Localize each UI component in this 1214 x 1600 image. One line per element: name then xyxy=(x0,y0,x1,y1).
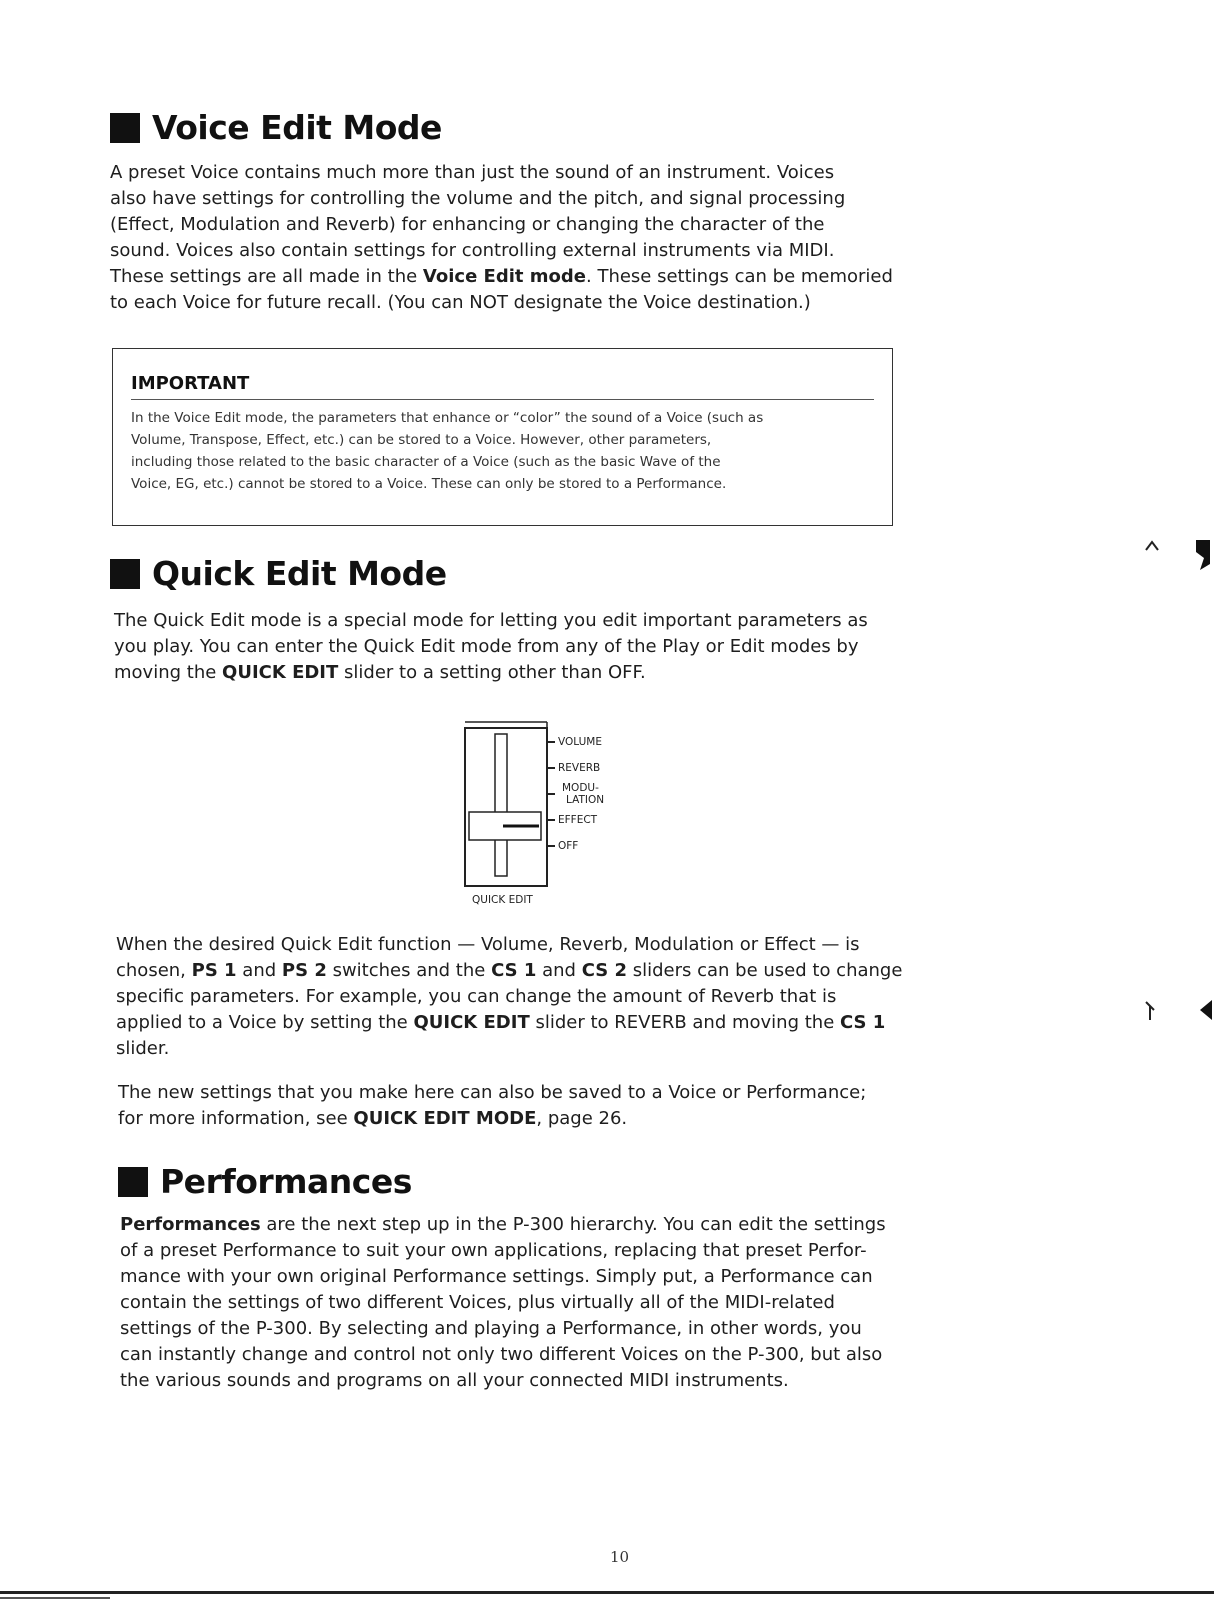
text-run: moving the xyxy=(114,662,223,683)
text-run: for more information, see xyxy=(118,1108,354,1129)
text-line xyxy=(116,958,902,984)
slider-label-reverb: REVERB xyxy=(558,762,601,774)
margin-mark-lower xyxy=(1140,996,1214,1026)
text-run: settings of the P-300. By selecting and playing a Performance, in other words, you xyxy=(120,1318,862,1339)
important-title: IMPORTANT xyxy=(131,373,250,394)
slider-label-modulation-2: LATION xyxy=(566,794,605,806)
important-line: In the Voice Edit mode, the parameters that enhance or “color” the sound of a Voice (such as xyxy=(131,410,764,426)
text-line xyxy=(110,160,893,186)
text-run: sliders can be used to change xyxy=(627,960,903,981)
bold-term: PS 2 xyxy=(281,960,327,981)
bold-term: Performances xyxy=(120,1214,261,1235)
text-line xyxy=(120,1316,886,1342)
important-body xyxy=(131,407,763,495)
text-line xyxy=(120,1290,886,1316)
text-line xyxy=(120,1264,886,1290)
text-run: of a preset Performance to suit your own applications, replacing that preset Perfor- xyxy=(120,1240,867,1261)
text-run: and xyxy=(536,960,582,981)
important-rule xyxy=(131,399,874,400)
performances-paragraph xyxy=(120,1212,886,1394)
important-line: including those related to the basic character of a Voice (such as the basic Wave of the xyxy=(131,454,721,470)
text-run: , page 26. xyxy=(536,1108,628,1129)
text-line xyxy=(110,212,893,238)
page-number: 10 xyxy=(610,1548,630,1566)
important-line: Voice, EG, etc.) cannot be stored to a Voice. These can only be stored to a Performance. xyxy=(131,476,727,492)
bold-term: QUICK EDIT xyxy=(222,662,339,683)
text-run: applied to a Voice by setting the xyxy=(116,1012,414,1033)
slider-label-effect: EFFECT xyxy=(558,814,598,826)
bold-term: CS 2 xyxy=(581,960,627,981)
text-run: When the desired Quick Edit function — Volume, Reverb, Modulation or Effect — is xyxy=(116,934,860,955)
slider-label-off: OFF xyxy=(558,840,579,852)
quick-edit-heading xyxy=(110,554,447,593)
figure-caption: QUICK EDIT xyxy=(472,894,533,906)
text-run: you play. You can enter the Quick Edit mode from any of the Play or Edit modes by xyxy=(114,636,859,657)
text-line xyxy=(116,1036,902,1062)
bold-term: PS 1 xyxy=(191,960,237,981)
text-run: The Quick Edit mode is a special mode for letting you edit important parameters as xyxy=(114,610,868,631)
slider-track xyxy=(495,734,507,876)
text-line xyxy=(110,290,893,316)
text-line xyxy=(116,932,902,958)
text-run: slider to a setting other than OFF. xyxy=(338,662,646,683)
text-line xyxy=(118,1080,866,1106)
text-run: A preset Voice contains much more than just the sound of an instrument. Voices xyxy=(110,162,835,183)
bold-term: CS 1 xyxy=(840,1012,886,1033)
slider-label-modulation-1: MODU- xyxy=(562,782,599,794)
bold-term: QUICK EDIT xyxy=(413,1012,530,1033)
text-run: slider. xyxy=(116,1038,170,1059)
text-run: . These settings can be memoried xyxy=(586,266,893,287)
text-run: slider to REVERB and moving the xyxy=(529,1012,840,1033)
voice-edit-paragraph xyxy=(110,160,893,316)
slider-label-volume: VOLUME xyxy=(558,736,602,748)
text-run: chosen, xyxy=(116,960,192,981)
text-line xyxy=(114,634,868,660)
bold-term: CS 1 xyxy=(491,960,537,981)
text-run: can instantly change and control not only two different Voices on the P-300, but also xyxy=(120,1344,883,1365)
text-line xyxy=(120,1238,886,1264)
text-line xyxy=(116,1010,902,1036)
performances-heading-text: Performances xyxy=(160,1162,412,1201)
bottom-rule-secondary xyxy=(0,1597,110,1599)
text-line xyxy=(120,1212,886,1238)
quick-edit-paragraph-3 xyxy=(118,1080,866,1132)
text-run: the various sounds and programs on all your connected MIDI instruments. xyxy=(120,1370,789,1391)
text-line xyxy=(110,264,893,290)
text-run: The new settings that you make here can also be saved to a Voice or Performance; xyxy=(118,1082,867,1103)
text-run: switches and the xyxy=(326,960,492,981)
text-line xyxy=(118,1106,866,1132)
text-line xyxy=(114,608,868,634)
text-run: (Effect, Modulation and Reverb) for enhancing or changing the character of the xyxy=(110,214,825,235)
text-run: mance with your own original Performance settings. Simply put, a Performance can xyxy=(120,1266,873,1287)
text-line xyxy=(120,1368,886,1394)
voice-edit-heading-text: Voice Edit Mode xyxy=(152,108,442,147)
text-line xyxy=(110,186,893,212)
margin-mark-upper xyxy=(1140,536,1214,572)
important-line: Volume, Transpose, Effect, etc.) can be stored to a Voice. However, other parameters, xyxy=(131,432,712,448)
quick-edit-paragraph-2 xyxy=(116,932,902,1062)
bottom-rule xyxy=(0,1591,1214,1594)
bold-term: Voice Edit mode xyxy=(422,266,586,287)
text-run: contain the settings of two different Voices, plus virtually all of the MIDI-related xyxy=(120,1292,835,1313)
quick-edit-paragraph xyxy=(114,608,868,686)
slider-panel xyxy=(465,728,547,886)
voice-edit-heading xyxy=(110,108,442,147)
text-run: specific parameters. For example, you can change the amount of Reverb that is xyxy=(116,986,837,1007)
text-run: sound. Voices also contain settings for controlling external instruments via MIDI. xyxy=(110,240,835,261)
text-run: These settings are all made in the xyxy=(110,266,423,287)
text-run: to each Voice for future recall. (You can NOT designate the Voice destination.) xyxy=(110,292,811,313)
text-line xyxy=(110,238,893,264)
text-run: and xyxy=(236,960,282,981)
heading-bullet-icon xyxy=(118,1167,148,1197)
text-line xyxy=(114,660,868,686)
bold-term: QUICK EDIT MODE xyxy=(353,1108,537,1129)
text-run: also have settings for controlling the volume and the pitch, and signal processing xyxy=(110,188,846,209)
quick-edit-heading-text: Quick Edit Mode xyxy=(152,554,447,593)
text-line xyxy=(116,984,902,1010)
text-run: are the next step up in the P-300 hierarchy. You can edit the settings xyxy=(260,1214,886,1235)
heading-bullet-icon xyxy=(110,113,140,143)
important-box xyxy=(112,348,893,526)
heading-bullet-icon xyxy=(110,559,140,589)
performances-heading xyxy=(118,1162,412,1201)
text-line xyxy=(120,1342,886,1368)
